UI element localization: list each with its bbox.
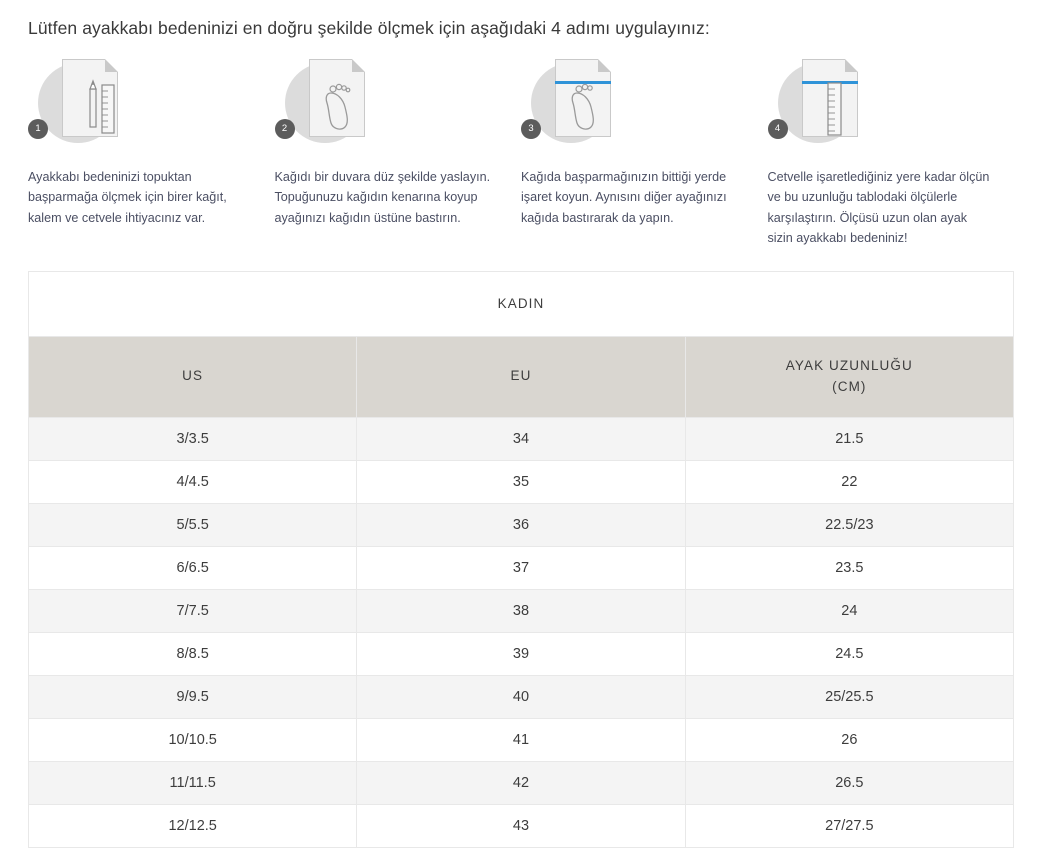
step-item [28, 59, 275, 249]
step-description: Kağıdı bir duvara düz şekilde yaslayın. Topuğunuzu kağıdın kenarına koyup ayağınızı kağıdın üstüne bastırın. [274, 170, 491, 225]
cell-eu: 42 [357, 761, 685, 804]
size-chart-table [28, 271, 1014, 848]
cell-eu: 36 [357, 503, 685, 546]
cell-eu: 40 [357, 675, 685, 718]
cell-us: 3/3.5 [29, 417, 357, 460]
cell-us: 7/7.5 [29, 589, 357, 632]
table-row [29, 804, 1014, 847]
table-row [29, 546, 1014, 589]
cell-eu: 35 [357, 460, 685, 503]
step-4-illustration [768, 59, 888, 147]
cell-length: 22.5/23 [685, 503, 1013, 546]
step-3-illustration [521, 59, 641, 147]
step-item [768, 59, 1015, 249]
step-number-badge: 3 [521, 119, 541, 139]
step-number-badge: 2 [275, 119, 295, 139]
cell-us: 4/4.5 [29, 460, 357, 503]
column-header-foot-length-line2: (CM) [832, 378, 867, 394]
size-guide-page [0, 18, 1042, 847]
column-header-foot-length-line1: AYAK UZUNLUĞU [785, 358, 913, 374]
table-row [29, 589, 1014, 632]
cell-eu: 38 [357, 589, 685, 632]
table-row [29, 503, 1014, 546]
cell-length: 27/27.5 [685, 804, 1013, 847]
step-1-illustration [28, 59, 148, 147]
cell-eu: 37 [357, 546, 685, 589]
cell-us: 5/5.5 [29, 503, 357, 546]
table-row [29, 675, 1014, 718]
cell-length: 26 [685, 718, 1013, 761]
table-row [29, 460, 1014, 503]
table-row [29, 417, 1014, 460]
table-row [29, 718, 1014, 761]
cell-length: 24 [685, 589, 1013, 632]
cell-length: 26.5 [685, 761, 1013, 804]
cell-eu: 43 [357, 804, 685, 847]
cell-us: 12/12.5 [29, 804, 357, 847]
table-header-row [29, 336, 1014, 417]
cell-length: 25/25.5 [685, 675, 1013, 718]
step-description: Kağıda başparmağınızın bittiği yerde işaret koyun. Aynısını diğer ayağınızı kağıda bastırarak da yapın. [521, 170, 727, 225]
table-body [29, 417, 1014, 847]
step-number-badge: 1 [28, 119, 48, 139]
cell-length: 22 [685, 460, 1013, 503]
step-description: Cetvelle işaretlediğiniz yere kadar ölçün ve bu uzunluğu tablodaki ölçülerle karşılaştırın. Ölçüsü uzun olan ayak sizin ayakkabı bedeniniz! [767, 170, 990, 246]
cell-length: 21.5 [685, 417, 1013, 460]
step-item [275, 59, 522, 249]
cell-us: 6/6.5 [29, 546, 357, 589]
column-header-us: US [29, 336, 357, 417]
step-2-illustration [275, 59, 395, 147]
step-item [521, 59, 768, 249]
step-description: Ayakkabı bedeninizi topuktan başparmağa ölçmek için birer kağıt, kalem ve cetvele ihtiyacınız var. [28, 170, 227, 225]
cell-us: 10/10.5 [29, 718, 357, 761]
table-row [29, 761, 1014, 804]
cell-eu: 39 [357, 632, 685, 675]
cell-us: 9/9.5 [29, 675, 357, 718]
table-title: KADIN [29, 271, 1014, 336]
table-row [29, 632, 1014, 675]
cell-length: 24.5 [685, 632, 1013, 675]
page-title: Lütfen ayakkabı bedeninizi en doğru şekilde ölçmek için aşağıdaki 4 adımı uygulayınız: [28, 18, 710, 38]
cell-us: 11/11.5 [29, 761, 357, 804]
cell-eu: 34 [357, 417, 685, 460]
step-number-badge: 4 [768, 119, 788, 139]
column-header-eu: EU [357, 336, 685, 417]
cell-us: 8/8.5 [29, 632, 357, 675]
steps-list [28, 59, 1014, 249]
cell-eu: 41 [357, 718, 685, 761]
cell-length: 23.5 [685, 546, 1013, 589]
column-header-foot-length [685, 336, 1013, 417]
